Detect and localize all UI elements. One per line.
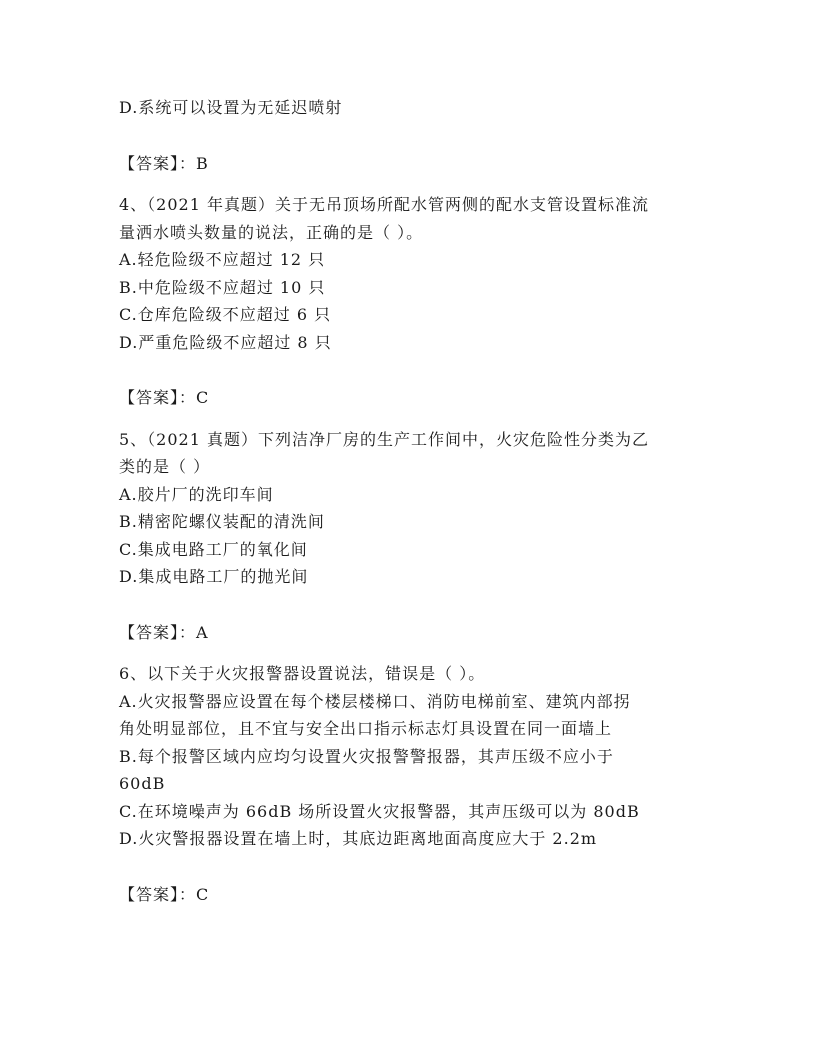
question-5-option-a: A.胶片厂的洗印车间 bbox=[119, 484, 274, 504]
spacer bbox=[119, 646, 719, 660]
question-4-option-d: D.严重危险级不应超过 8 只 bbox=[119, 332, 332, 352]
question-6-answer: 【答案】：C bbox=[119, 884, 210, 904]
spacer bbox=[119, 356, 719, 384]
question-6-option-a-line-1: A.火灾报警器应设置在每个楼层楼梯口、消防电梯前室、建筑内部拐 bbox=[119, 691, 631, 711]
question-5-answer: 【答案】：A bbox=[119, 622, 209, 642]
question-6-option-c: C.在环境噪声为 66dB 场所设置火灾报警器，其声压级可以为 80dB bbox=[119, 801, 640, 821]
question-6-option-d: D.火灾警报器设置在墙上时，其底边距离地面高度应大于 2.2m bbox=[119, 829, 598, 848]
question-5-option-c: C.集成电路工厂的氧化间 bbox=[119, 539, 308, 559]
question-6-option-b-line-1: B.每个报警区域内应均匀设置火灾报警警报器，其声压级不应小于 bbox=[119, 746, 614, 766]
question-5-option-b: B.精密陀螺仪装配的清洗间 bbox=[119, 512, 325, 531]
prev-answer: 【答案】：B bbox=[119, 153, 209, 173]
question-5-stem-line-2: 类的是（ ） bbox=[119, 457, 211, 476]
spacer bbox=[119, 591, 719, 619]
question-6-stem-line-1: 6、以下关于火灾报警器设置说法，错误是（ ）。 bbox=[119, 664, 486, 683]
question-4-option-b: B.中危险级不应超过 10 只 bbox=[119, 277, 326, 297]
question-6-option-a-line-2: 角处明显部位，且不宜与安全出口指示标志灯具设置在同一面墙上 bbox=[119, 719, 613, 738]
question-4-stem-line-2: 量洒水喷头数量的说法，正确的是（ ）。 bbox=[119, 222, 424, 242]
question-4-answer: 【答案】：C bbox=[119, 388, 210, 407]
question-4-stem-line-1: 4、（2021 年真题）关于无吊顶场所配水管两侧的配水支管设置标准流 bbox=[119, 195, 649, 214]
spacer bbox=[119, 412, 719, 426]
spacer bbox=[119, 122, 719, 150]
question-4 bbox=[119, 191, 719, 356]
question-5-stem-line-1: 5、（2021 真题）下列洁净厂房的生产工作间中，火灾危险性分类为乙 bbox=[119, 429, 649, 449]
question-5 bbox=[119, 426, 719, 591]
prev-option-d: D.系统可以设置为无延迟喷射 bbox=[119, 98, 343, 117]
spacer bbox=[119, 853, 719, 881]
document-page bbox=[119, 94, 719, 908]
question-6 bbox=[119, 660, 719, 853]
question-4-option-a: A.轻危险级不应超过 12 只 bbox=[119, 250, 326, 269]
question-4-option-c: C.仓库危险级不应超过 6 只 bbox=[119, 305, 332, 324]
question-6-option-b-line-2: 60dB bbox=[119, 774, 166, 793]
spacer bbox=[119, 177, 719, 191]
question-5-option-d: D.集成电路工厂的抛光间 bbox=[119, 567, 309, 586]
